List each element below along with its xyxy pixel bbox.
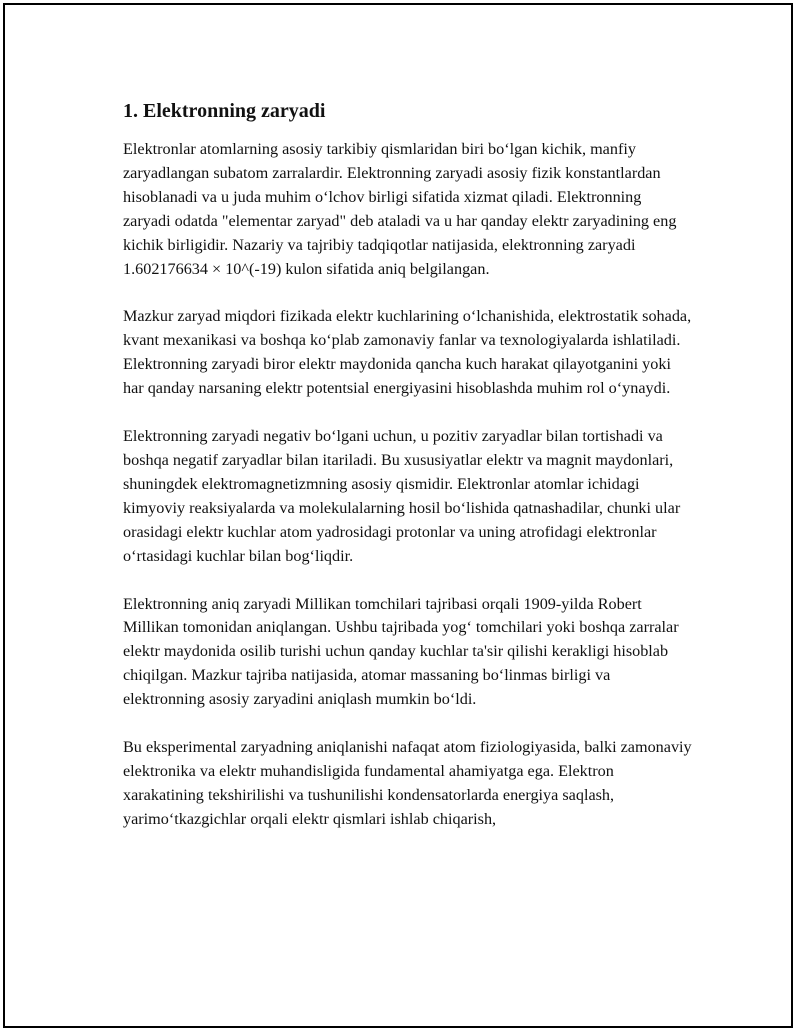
paragraph: Elektronning aniq zaryadi Millikan tomchilari tajribasi orqali 1909-yilda Robert Millikan tomonidan aniqlangan. Ushbu tajribada yog‘ tomchilari yoki boshqa zarralar elektr maydonida osilib turishi uchun qanday kuchlar ta'sir qilishi kerakligi hisoblab chiqilgan. Mazkur tajriba natijasida, atomar massaning bo‘linmas birligi va elektronning asosiy zaryadini aniqlash mumkin bo‘ldi. — [123, 594, 679, 709]
paragraph: Bu eksperimental zaryadning aniqlanishi nafaqat atom fiziologiyasida, balki zamonaviy elektronika va elektr muhandisligida fundamental ahamiyatga ega. Elektron xarakatining tekshirilishi va tushunilishi kondensatorlarda energiya saqlash, yarimo‘tkazgichlar orqali elektr qismlari ishlab chiqarish, — [123, 738, 692, 828]
page-frame — [3, 3, 793, 1028]
document-body — [123, 97, 693, 856]
paragraph: Mazkur zaryad miqdori fizikada elektr kuchlarining o‘lchanishida, elektrostatik sohada, kvant mexanikasi va boshqa ko‘plab zamonaviy fanlar va texnologiyalarda ishlatiladi. Elektronning zaryadi biror elektr maydonida qancha kuch harakat qilayotganini yoki har qanday narsaning elektr potentsial energiyasini hisoblashda muhim rol o‘ynaydi. — [123, 307, 692, 398]
section-heading: 1. Elektronning zaryadi — [123, 100, 326, 122]
paragraph: Elektronlar atomlarning asosiy tarkibiy qismlaridan biri bo‘lgan kichik, manfiy zaryadlangan subatom zarralardir. Elektronning zaryadi asosiy fizik konstantlardan hisoblanadi va u juda muhim o‘lchov birligi sifatida xizmat qiladi. Elektronning zaryadi odatda "elementar zaryad" deb ataladi va u har qanday elektr zaryadining eng kichik birligidir. Nazariy va tajribiy tadqiqotlar natijasida, elektronning zaryadi 1.602176634 × 10^(-19) kulon sifatida aniq belgilangan. — [123, 140, 677, 278]
paragraph: Elektronning zaryadi negativ bo‘lgani uchun, u pozitiv zaryadlar bilan tortishadi va boshqa negatif zaryadlar bilan itariladi. Bu xususiyatlar elektr va magnit maydonlari, shuningdek elektromagnetizmning asosiy qismidir. Elektronlar atomlar ichidagi kimyoviy reaksiyalarda va molekulalarning hosil bo‘lishida qatnashadilar, chunki ular orasidagi elektr kuchlar atom yadrosidagi protonlar va uning atrofidagi elektronlar o‘rtasidagi kuchlar bilan bog‘liqdir. — [123, 427, 681, 565]
